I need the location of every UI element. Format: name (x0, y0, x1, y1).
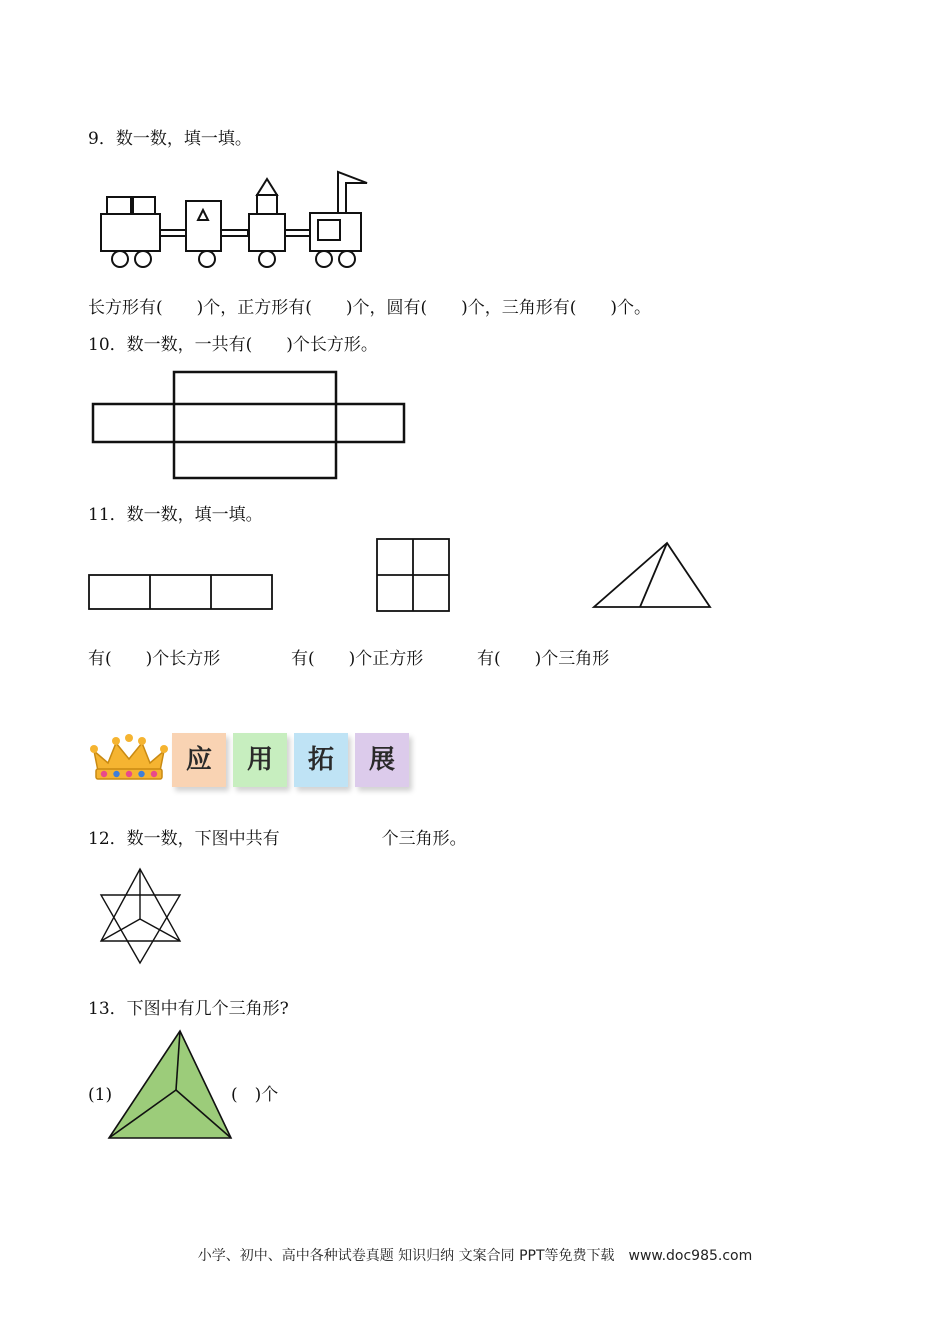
four-squares-figure (375, 538, 451, 614)
banner-char-yong: 用 (233, 733, 287, 787)
banner-char-zhan: 展 (355, 733, 409, 787)
q13-sub-label: (1) (88, 1085, 113, 1105)
q9-title: 9．数一数，填一填。 (88, 129, 252, 149)
q11-answer-squares: 有( )个正方形 (291, 649, 424, 669)
split-triangle-figure (592, 540, 712, 610)
footer-text: 小学、初中、高中各种试卷真题 知识归纳 文案合同 PPT等免费下载 www.doc985.com (197, 1248, 753, 1264)
train-figure (95, 168, 375, 273)
star-triangles-figure (98, 866, 184, 966)
cross-rectangles-figure (90, 369, 406, 481)
q11-title: 11．数一数，填一填。 (88, 505, 263, 525)
crown-icon (88, 733, 170, 783)
banner-char-ying: 应 (172, 733, 226, 787)
q11-answer-triangles: 有( )个三角形 (477, 649, 610, 669)
three-rectangles-figure (88, 574, 274, 612)
banner-char-tuo: 拓 (294, 733, 348, 787)
q10-title: 10．数一数，一共有( )个长方形。 (88, 335, 378, 355)
q11-answer-rectangles: 有( )个长方形 (88, 649, 221, 669)
q9-answer-line: 长方形有( )个，正方形有( )个，圆有( )个，三角形有( )个。 (88, 298, 652, 318)
q13-answer: ( )个 (231, 1085, 279, 1105)
green-triangle-figure (106, 1028, 234, 1142)
q13-title: 13．下图中有几个三角形? (88, 999, 289, 1019)
q12-title: 12．数一数，下图中共有 个三角形。 (88, 829, 467, 849)
